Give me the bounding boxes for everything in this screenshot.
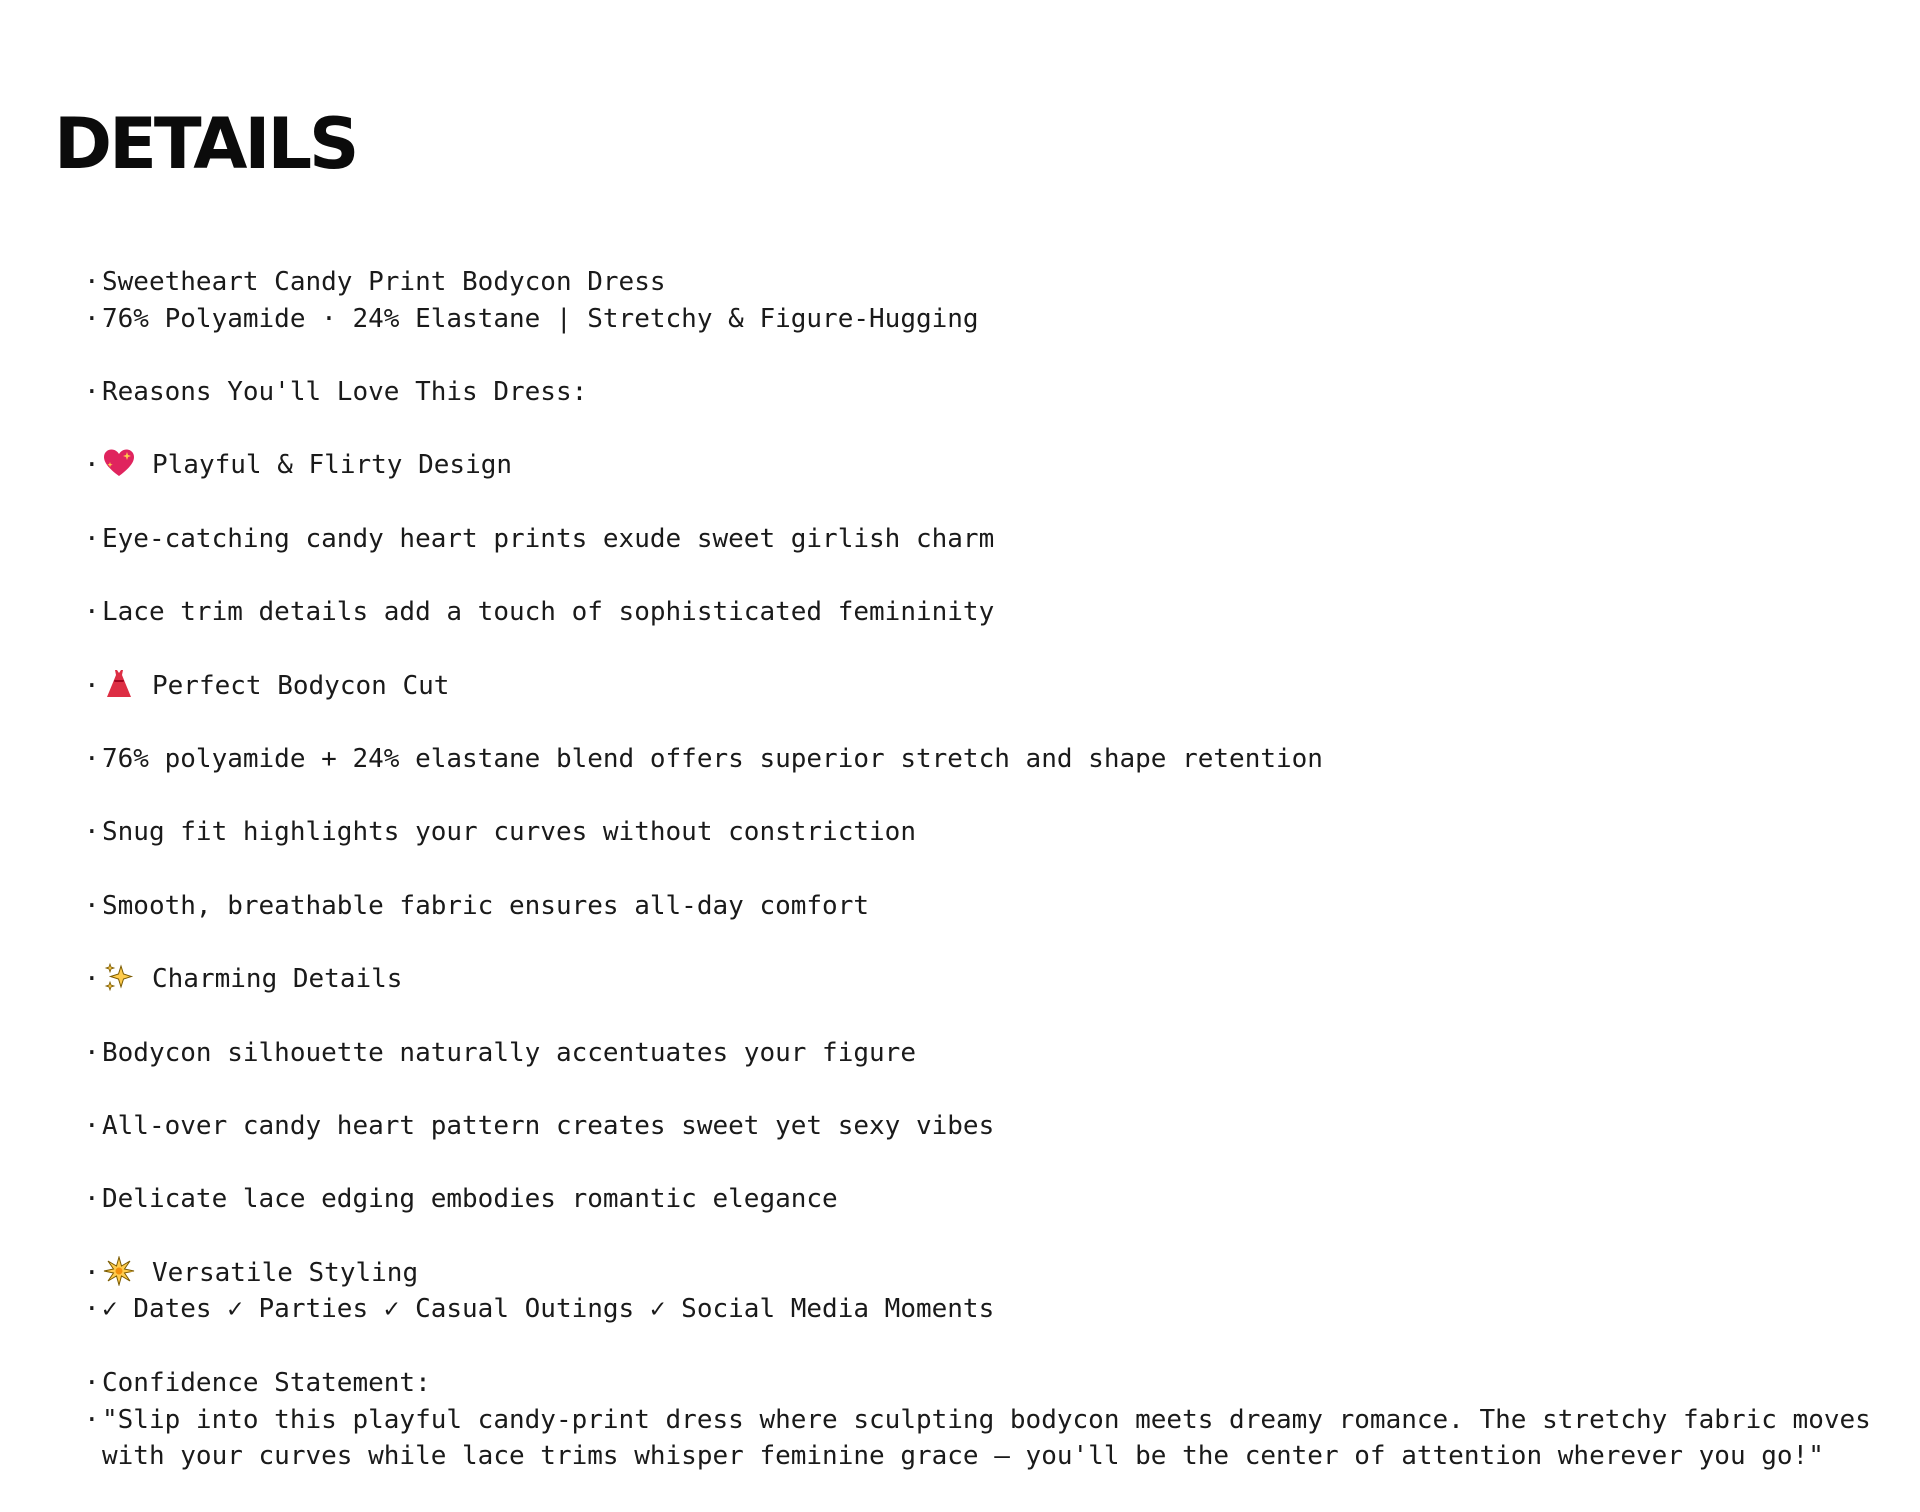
item-text: Smooth, breathable fabric ensures all-day comfort — [102, 890, 870, 921]
section-heading: Charming Details — [152, 964, 403, 995]
bullet-dot: · — [84, 1404, 100, 1435]
list-item — [84, 1108, 1884, 1145]
list-item — [84, 1035, 1884, 1072]
bullet-dot: · — [84, 1294, 100, 1325]
list-item — [84, 521, 1884, 558]
sparkles-icon — [102, 962, 136, 992]
bullet-dot: · — [84, 1037, 100, 1068]
list-item — [84, 1255, 1884, 1292]
bullet-dot: · — [84, 377, 100, 408]
bullet-dot: · — [84, 817, 100, 848]
section-heading: Perfect Bodycon Cut — [152, 670, 450, 701]
bullet-dot: · — [84, 597, 100, 628]
item-text: Delicate lace edging embodies romantic elegance — [102, 1184, 838, 1215]
bullet-dot: · — [84, 1111, 100, 1141]
list-item — [84, 814, 1884, 851]
list-item — [84, 301, 1884, 338]
item-text: 76% Polyamide · 24% Elastane | Stretchy & Figure-Hugging — [102, 303, 979, 334]
list-item — [84, 594, 1884, 631]
list-item — [84, 961, 1884, 998]
dizzy-icon — [102, 1256, 136, 1286]
item-text: Bodycon silhouette naturally accentuates your figure — [102, 1037, 916, 1068]
section-heading: Playful & Flirty Design — [152, 450, 513, 481]
bullet-dot: · — [84, 744, 100, 775]
list-item — [84, 447, 1884, 484]
item-text: ✓ Dates ✓ Parties ✓ Casual Outings ✓ Social Media Moments — [102, 1294, 995, 1325]
list-item — [84, 1402, 1887, 1475]
section-heading: Versatile Styling — [152, 1257, 419, 1288]
bullet-dot: · — [84, 1257, 100, 1288]
item-text: Eye-catching candy heart prints exude sweet girlish charm — [102, 523, 995, 554]
item-text: Lace trim details add a touch of sophisticated femininity — [102, 597, 995, 628]
list-item — [84, 374, 1884, 411]
list-item — [84, 741, 1884, 778]
confidence-statement: "Slip into this playful candy-print dress where sculpting bodycon meets dreamy romance. The stretchy fabric moves with your curves while lace trims whisper feminine grace – you'll be the center of attention wherever you go!" — [102, 1404, 1887, 1472]
bullet-dot: · — [84, 303, 100, 334]
section-heading: Confidence Statement: — [102, 1367, 431, 1398]
details-list — [84, 264, 1887, 1475]
list-item — [84, 264, 1884, 301]
bullet-dot: · — [84, 1367, 100, 1398]
sparkling-heart-icon — [102, 448, 136, 478]
bullet-dot: · — [84, 890, 100, 921]
bullet-dot: · — [84, 267, 100, 297]
item-text: 76% polyamide + 24% elastane blend offers superior stretch and shape retention — [102, 744, 1323, 775]
list-item — [84, 668, 1884, 705]
bullet-dot: · — [84, 523, 100, 554]
item-text: Sweetheart Candy Print Bodycon Dress — [102, 267, 666, 297]
section-heading: Reasons You'll Love This Dress: — [102, 377, 588, 408]
page-title: DETAILS — [54, 103, 357, 185]
list-item — [84, 1181, 1884, 1218]
list-item — [84, 888, 1884, 925]
item-text: All-over candy heart pattern creates sweet yet sexy vibes — [102, 1111, 995, 1141]
item-text: Snug fit highlights your curves without constriction — [102, 817, 916, 848]
bullet-dot: · — [84, 1184, 100, 1215]
bullet-dot: · — [84, 450, 100, 481]
bullet-dot: · — [84, 964, 100, 995]
dress-icon — [102, 669, 136, 699]
list-item — [84, 1365, 1884, 1402]
bullet-dot: · — [84, 670, 100, 701]
list-item — [84, 1291, 1884, 1328]
